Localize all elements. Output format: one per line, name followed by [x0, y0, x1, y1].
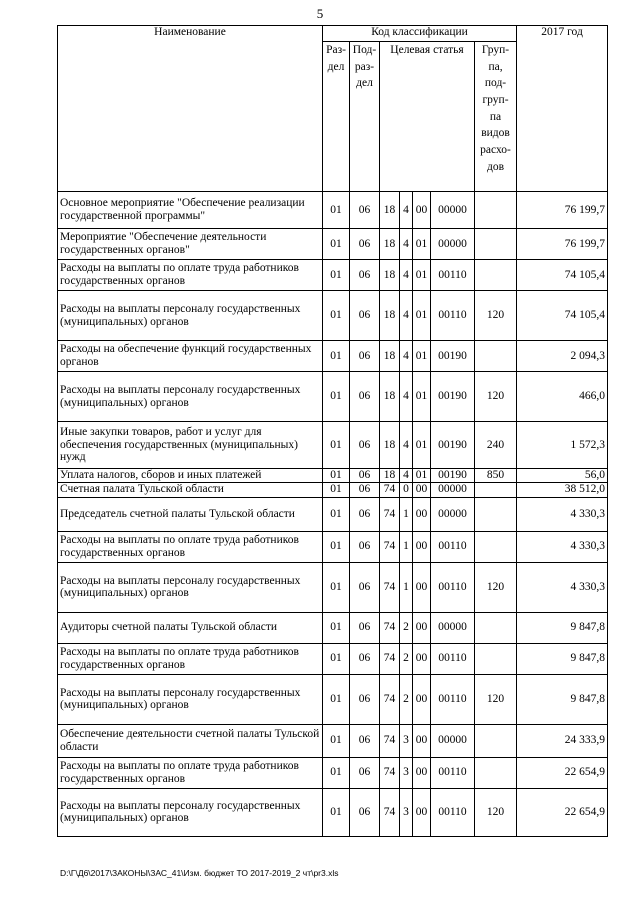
cell-vr: 120 [475, 562, 517, 612]
cell-pr: 06 [350, 788, 380, 836]
cell-cs4: 00110 [431, 757, 475, 788]
cell-cs2: 4 [400, 341, 413, 372]
cell-pr: 06 [350, 229, 380, 260]
cell-cs2: 4 [400, 469, 413, 483]
cell-amount: 74 105,4 [517, 260, 608, 291]
table-row [58, 757, 608, 788]
cell-vr [475, 757, 517, 788]
cell-cs2: 4 [400, 229, 413, 260]
cell-name: Председатель счетной палаты Тульской области [58, 497, 323, 531]
cell-cs4: 00000 [431, 612, 475, 643]
table-row [58, 612, 608, 643]
cell-pr: 06 [350, 757, 380, 788]
cell-cs3: 00 [413, 192, 431, 229]
cell-name: Расходы на выплаты по оплате труда работников государственных органов [58, 531, 323, 562]
cell-r: 01 [323, 229, 350, 260]
table-row [58, 229, 608, 260]
cell-amount: 9 847,8 [517, 643, 608, 674]
cell-cs1: 74 [380, 674, 400, 724]
cell-cs4: 00000 [431, 497, 475, 531]
cell-r: 01 [323, 291, 350, 341]
cell-cs4: 00110 [431, 788, 475, 836]
header-year: 2017 год [517, 26, 608, 192]
cell-cs2: 3 [400, 788, 413, 836]
cell-pr: 06 [350, 192, 380, 229]
table-row [58, 531, 608, 562]
cell-cs1: 18 [380, 291, 400, 341]
cell-amount: 9 847,8 [517, 674, 608, 724]
cell-cs4: 00000 [431, 482, 475, 497]
cell-cs4: 00110 [431, 531, 475, 562]
cell-name: Расходы на выплаты персоналу государственных (муниципальных) органов [58, 788, 323, 836]
cell-pr: 06 [350, 531, 380, 562]
cell-amount: 4 330,3 [517, 531, 608, 562]
cell-vr [475, 341, 517, 372]
table-row [58, 422, 608, 469]
cell-cs2: 1 [400, 562, 413, 612]
cell-cs4: 00190 [431, 372, 475, 422]
cell-cs4: 00000 [431, 229, 475, 260]
table-row [58, 372, 608, 422]
cell-r: 01 [323, 724, 350, 757]
cell-r: 01 [323, 757, 350, 788]
cell-r: 01 [323, 192, 350, 229]
cell-cs3: 01 [413, 422, 431, 469]
cell-pr: 06 [350, 291, 380, 341]
table-row [58, 482, 608, 497]
cell-cs1: 74 [380, 531, 400, 562]
header-section: Раз- дел [323, 42, 350, 192]
cell-pr: 06 [350, 497, 380, 531]
header-group: Груп- па, под- груп- па видов расхо- дов [475, 42, 517, 192]
cell-pr: 06 [350, 643, 380, 674]
cell-name: Расходы на выплаты персоналу государственных (муниципальных) органов [58, 372, 323, 422]
cell-name: Расходы на выплаты по оплате труда работников государственных органов [58, 757, 323, 788]
cell-vr: 120 [475, 788, 517, 836]
header-code: Код классификации [323, 26, 517, 42]
cell-pr: 06 [350, 469, 380, 483]
budget-table [57, 25, 608, 837]
cell-r: 01 [323, 469, 350, 483]
cell-cs4: 00110 [431, 291, 475, 341]
cell-pr: 06 [350, 260, 380, 291]
cell-cs3: 01 [413, 341, 431, 372]
cell-amount: 2 094,3 [517, 341, 608, 372]
cell-pr: 06 [350, 724, 380, 757]
cell-cs1: 74 [380, 757, 400, 788]
cell-cs1: 74 [380, 562, 400, 612]
cell-amount: 24 333,9 [517, 724, 608, 757]
cell-amount: 56,0 [517, 469, 608, 483]
table-row [58, 724, 608, 757]
cell-amount: 76 199,7 [517, 192, 608, 229]
cell-r: 01 [323, 422, 350, 469]
table-row [58, 497, 608, 531]
cell-cs3: 00 [413, 724, 431, 757]
cell-vr [475, 643, 517, 674]
cell-cs4: 00000 [431, 724, 475, 757]
cell-cs4: 00000 [431, 192, 475, 229]
table-row [58, 788, 608, 836]
table-row [58, 674, 608, 724]
cell-cs1: 74 [380, 643, 400, 674]
cell-cs2: 4 [400, 422, 413, 469]
page-number: 5 [316, 6, 324, 21]
cell-cs3: 00 [413, 612, 431, 643]
cell-amount: 9 847,8 [517, 612, 608, 643]
cell-cs1: 74 [380, 497, 400, 531]
cell-amount: 22 654,9 [517, 757, 608, 788]
cell-amount: 4 330,3 [517, 562, 608, 612]
cell-vr [475, 260, 517, 291]
cell-vr [475, 724, 517, 757]
cell-name: Расходы на выплаты персоналу государственных (муниципальных) органов [58, 674, 323, 724]
cell-r: 01 [323, 531, 350, 562]
table-row [58, 192, 608, 229]
table-row [58, 260, 608, 291]
cell-cs3: 01 [413, 372, 431, 422]
cell-vr [475, 497, 517, 531]
table-row [58, 341, 608, 372]
file-path-footer: D:\Г\Д6\2017\ЗАКОНЫ\ЗАС_41\Изм. бюджет ТО 2017-2019_2 чт\pr3.xls [60, 868, 339, 878]
cell-amount: 22 654,9 [517, 788, 608, 836]
cell-cs2: 2 [400, 612, 413, 643]
cell-pr: 06 [350, 482, 380, 497]
cell-vr: 120 [475, 372, 517, 422]
cell-cs2: 2 [400, 643, 413, 674]
cell-cs1: 18 [380, 341, 400, 372]
cell-name: Иные закупки товаров, работ и услуг для обеспечения государственных (муниципальных) нужд [58, 422, 323, 469]
cell-cs1: 18 [380, 422, 400, 469]
table-row [58, 469, 608, 483]
cell-cs1: 18 [380, 372, 400, 422]
table-body [58, 192, 608, 837]
cell-vr: 120 [475, 291, 517, 341]
cell-pr: 06 [350, 341, 380, 372]
cell-cs3: 00 [413, 497, 431, 531]
cell-cs1: 18 [380, 229, 400, 260]
cell-cs4: 00110 [431, 674, 475, 724]
cell-cs3: 00 [413, 531, 431, 562]
table-row [58, 562, 608, 612]
cell-cs2: 3 [400, 757, 413, 788]
cell-vr [475, 192, 517, 229]
cell-cs2: 3 [400, 724, 413, 757]
cell-cs4: 00110 [431, 562, 475, 612]
cell-pr: 06 [350, 372, 380, 422]
cell-cs2: 4 [400, 260, 413, 291]
cell-cs4: 00190 [431, 469, 475, 483]
cell-cs1: 74 [380, 724, 400, 757]
cell-name: Аудиторы счетной палаты Тульской области [58, 612, 323, 643]
cell-vr: 850 [475, 469, 517, 483]
cell-cs1: 74 [380, 482, 400, 497]
header-target: Целевая статья [380, 42, 475, 192]
cell-vr [475, 612, 517, 643]
cell-pr: 06 [350, 674, 380, 724]
cell-amount: 38 512,0 [517, 482, 608, 497]
cell-cs3: 00 [413, 562, 431, 612]
cell-cs2: 1 [400, 497, 413, 531]
cell-amount: 466,0 [517, 372, 608, 422]
cell-cs2: 2 [400, 674, 413, 724]
cell-cs1: 74 [380, 788, 400, 836]
cell-cs3: 01 [413, 469, 431, 483]
cell-vr [475, 229, 517, 260]
cell-name: Обеспечение деятельности счетной палаты Тульской области [58, 724, 323, 757]
cell-vr [475, 531, 517, 562]
cell-amount: 74 105,4 [517, 291, 608, 341]
cell-cs3: 00 [413, 674, 431, 724]
cell-cs3: 00 [413, 788, 431, 836]
cell-name: Счетная палата Тульской области [58, 482, 323, 497]
cell-cs4: 00110 [431, 643, 475, 674]
cell-cs3: 00 [413, 757, 431, 788]
cell-cs2: 1 [400, 531, 413, 562]
cell-r: 01 [323, 260, 350, 291]
cell-r: 01 [323, 562, 350, 612]
cell-cs4: 00190 [431, 422, 475, 469]
cell-name: Мероприятие "Обеспечение деятельности государственных органов" [58, 229, 323, 260]
cell-vr: 240 [475, 422, 517, 469]
cell-cs2: 4 [400, 291, 413, 341]
cell-name: Уплата налогов, сборов и иных платежей [58, 469, 323, 483]
cell-pr: 06 [350, 562, 380, 612]
table-row [58, 643, 608, 674]
cell-r: 01 [323, 788, 350, 836]
header-name: Наименование [58, 26, 323, 192]
cell-vr [475, 482, 517, 497]
cell-r: 01 [323, 341, 350, 372]
cell-name: Расходы на выплаты по оплате труда работников государственных органов [58, 643, 323, 674]
cell-cs3: 01 [413, 260, 431, 291]
cell-pr: 06 [350, 422, 380, 469]
cell-cs1: 18 [380, 469, 400, 483]
cell-cs3: 00 [413, 643, 431, 674]
cell-r: 01 [323, 674, 350, 724]
cell-cs3: 01 [413, 229, 431, 260]
cell-amount: 4 330,3 [517, 497, 608, 531]
header-subsection: Под- раз- дел [350, 42, 380, 192]
cell-cs3: 01 [413, 291, 431, 341]
cell-r: 01 [323, 612, 350, 643]
cell-cs2: 0 [400, 482, 413, 497]
cell-cs1: 18 [380, 260, 400, 291]
cell-cs2: 4 [400, 372, 413, 422]
cell-pr: 06 [350, 612, 380, 643]
cell-name: Расходы на выплаты персоналу государственных (муниципальных) органов [58, 562, 323, 612]
cell-amount: 1 572,3 [517, 422, 608, 469]
table-row [58, 291, 608, 341]
cell-cs4: 00110 [431, 260, 475, 291]
cell-cs3: 00 [413, 482, 431, 497]
cell-r: 01 [323, 497, 350, 531]
cell-r: 01 [323, 643, 350, 674]
cell-name: Расходы на выплаты персоналу государственных (муниципальных) органов [58, 291, 323, 341]
cell-r: 01 [323, 482, 350, 497]
cell-cs4: 00190 [431, 341, 475, 372]
cell-name: Основное мероприятие "Обеспечение реализации государственной программы" [58, 192, 323, 229]
cell-amount: 76 199,7 [517, 229, 608, 260]
cell-cs1: 74 [380, 612, 400, 643]
cell-cs2: 4 [400, 192, 413, 229]
cell-name: Расходы на выплаты по оплате труда работников государственных органов [58, 260, 323, 291]
cell-name: Расходы на обеспечение функций государственных органов [58, 341, 323, 372]
cell-vr: 120 [475, 674, 517, 724]
cell-r: 01 [323, 372, 350, 422]
cell-cs1: 18 [380, 192, 400, 229]
